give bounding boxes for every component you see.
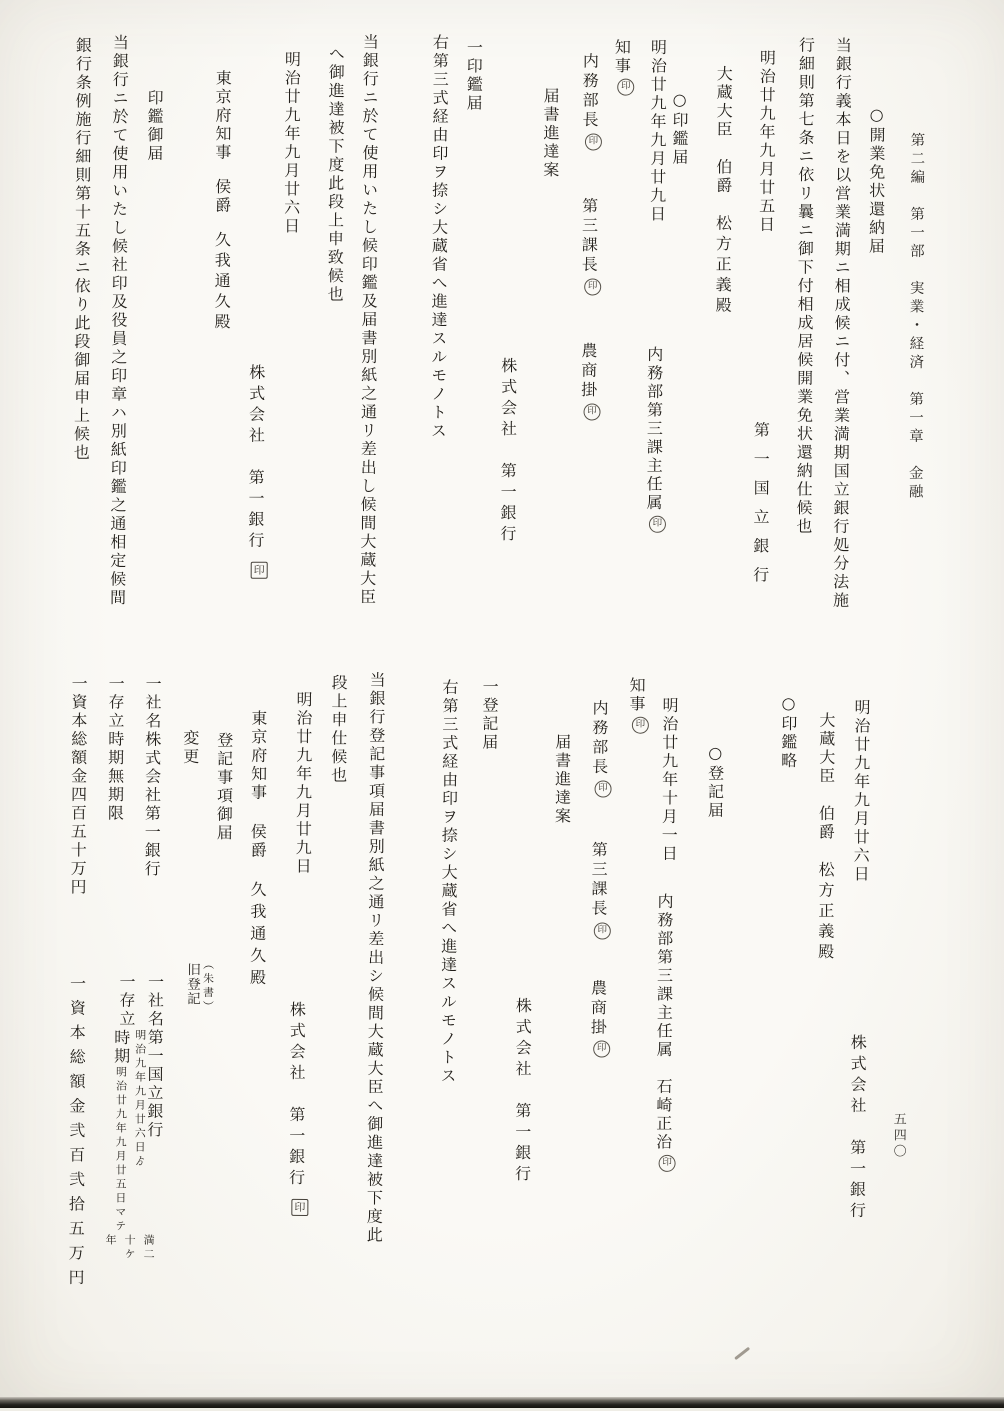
text-run: 印鑑御届 (144, 89, 165, 164)
text-run: 農商掛 (578, 341, 598, 401)
text-run: 明治廿九年九月廿五日 (756, 49, 777, 235)
text-run: 当銀行登記事項届書別紙之通リ差出シ候間大蔵大臣へ御進達被下度此 (364, 671, 387, 1245)
official-seal-line (655, 893, 677, 1174)
text-run: 明治廿九年十月一日 (659, 696, 680, 864)
spacer (825, 786, 826, 805)
text-run: 侯爵 (212, 177, 232, 216)
text-run: 第三課長 (579, 197, 599, 276)
seal-icon: 印 (594, 922, 611, 939)
text-run: 伯爵 (713, 158, 733, 196)
ledger-item (67, 975, 85, 1294)
text-run: 一社名第一国立銀行 (144, 973, 165, 1140)
spacer (598, 800, 599, 842)
text-run: 東京府知事 (248, 709, 268, 803)
text-run: 大蔵大臣 (816, 711, 836, 786)
text-run: 一登記届 (479, 677, 500, 752)
text-run: 銀行条例施行細則第十五条ニ依り此段御届申上候也 (71, 36, 93, 463)
running-head: 第二編 第一部 実業・経済 第一章 金融 (906, 132, 925, 503)
note-column (121, 1234, 137, 1262)
section-heading (778, 693, 799, 771)
section-heading (705, 743, 725, 821)
text-run: 時期 (111, 1028, 131, 1066)
text-run: 第一国立銀行 (750, 421, 771, 596)
spacer (257, 802, 258, 823)
ledger-item (105, 674, 126, 824)
text-run: 行細則第七条ニ依リ曩ニ御下付相成居候開業免状還納仕候也 (793, 36, 816, 537)
official-seal-line (589, 699, 612, 1060)
text-run: 明治廿九年九月廿九日 (647, 38, 668, 224)
spacer (597, 941, 598, 979)
seal-icon: 印 (659, 1155, 676, 1172)
text-run: 明治九年九月廿六日ゟ (133, 1028, 147, 1169)
text-run: 知事 (626, 676, 647, 714)
seal-icon: 印 (649, 515, 666, 532)
text-run: 明治廿九年九月廿六日 (851, 698, 872, 884)
signature-line (847, 1033, 868, 1223)
text-run: 明治廿九年九月廿五日マテ (113, 1065, 128, 1234)
text-run: 当銀行ニ於て使用いたし候社印及役員之印章ハ別紙印鑑之通相定候間 (107, 33, 130, 608)
text-run: 満二 (142, 1233, 156, 1262)
text-run: 内務部長 (589, 699, 610, 778)
text-run: 一資本総額金四百五十万円 (67, 674, 89, 897)
scan-edge-shadow (0, 1397, 1004, 1408)
text-run: 大蔵大臣 (713, 65, 734, 140)
text-run: 右第三式経由印ヲ捺シ大蔵省へ進達スルモノトス (428, 33, 450, 441)
body-line (330, 674, 347, 785)
text-run: 侯爵 (248, 822, 268, 861)
ledger-item (142, 675, 163, 879)
text-run: 内務部長 (580, 52, 600, 131)
date-line (659, 696, 680, 864)
text-run: 松方正義殿 (713, 214, 733, 318)
label-line (182, 729, 198, 766)
inline-note-columns (112, 1028, 148, 1233)
inline-note-columns (102, 1233, 156, 1261)
item-line (479, 677, 500, 752)
date-line (851, 698, 872, 884)
body-line (438, 678, 460, 1086)
body-line (364, 671, 387, 1245)
official-seal-line (628, 677, 649, 736)
seal-icon: 印 (585, 133, 602, 150)
seal-icon: 印 (595, 780, 612, 797)
note-column (112, 1028, 129, 1233)
text-run: へ御進達被下度此段上申致候也 (325, 45, 346, 305)
text-run: 一存立 (116, 972, 137, 1029)
memo-title (552, 733, 572, 826)
text-run: 株式会社 第一銀行 (847, 1033, 868, 1223)
text-run: 一存立時期無期限 (105, 674, 126, 824)
text-run: ○開業免状還納届 (866, 104, 887, 257)
text-run: 届書進達案 (540, 87, 561, 180)
text-run: 登記事項御届 (214, 731, 234, 843)
seal-icon: 印 (584, 278, 601, 295)
addressee-line (247, 709, 268, 991)
spacer (825, 842, 826, 861)
text-run: 当銀行ニ於て使用いたし候印鑑及届書別紙之通リ差出し候間大蔵大臣 (357, 33, 380, 607)
text-run: 一社名株式会社第一銀行 (142, 675, 163, 879)
note-column (140, 1234, 156, 1262)
annotation (202, 958, 213, 1014)
text-run: 株式会社 第一銀行 (497, 356, 518, 547)
text-run: 久我通久殿 (247, 880, 268, 991)
text-run: 農商掛 (588, 979, 608, 1039)
text-run: 明治廿九年九月廿九日 (293, 690, 314, 877)
text-run: 株式会社 第一銀行 (245, 363, 266, 553)
spacer (257, 860, 258, 881)
text-run: 段上申仕候也 (328, 674, 349, 786)
text-run: 一資本総額金弐百弐拾五万円 (65, 974, 87, 1294)
text-run: 久我通久殿 (211, 230, 232, 334)
seal-icon: 印 (251, 562, 268, 579)
seal-icon: 印 (617, 79, 634, 96)
text-run: （朱書） (201, 958, 215, 1015)
seal-icon: 印 (593, 1041, 610, 1058)
seal-icon: 印 (632, 717, 649, 734)
date-line (293, 690, 314, 877)
text-run: ○印鑑略 (778, 693, 799, 771)
text-run: 石崎正治 (653, 1077, 674, 1152)
text-run: 旧登記 (183, 962, 201, 1006)
spacer (295, 1190, 296, 1196)
note-column (102, 1233, 118, 1247)
text-run: 一印鑑届 (464, 38, 484, 113)
text-run: ○印鑑届 (669, 89, 690, 167)
text-run: 知事 (612, 38, 632, 76)
text-run: 株式会社 第一銀行 (286, 1000, 307, 1190)
text-run: 内務部第三課主任属 (644, 345, 664, 513)
text-run: 十ケ (123, 1233, 137, 1262)
text-run: 右第三式経由印ヲ捺シ大蔵省へ進達スルモノトス (438, 678, 460, 1086)
text-run: 東京府知事 (212, 69, 233, 163)
ledger-item (102, 973, 158, 1262)
text-run: ○登記届 (705, 743, 725, 821)
signature-line (287, 1001, 309, 1218)
text-run: 当銀行義本日を以営業満期ニ相成候ニ付、営業満期国立銀行処分法施 (830, 36, 853, 611)
text-run: 松方正義殿 (815, 861, 836, 964)
page-number: 五四〇 (890, 1112, 906, 1161)
text-run: 年 (104, 1233, 118, 1248)
text-run: 第三課長 (588, 841, 609, 920)
text-run: 内務部第三課主任属 (654, 892, 675, 1078)
section-heading (215, 732, 232, 843)
text-run: 株式会社 第一銀行 (512, 997, 533, 1187)
ledger-item (67, 674, 89, 897)
seal-icon: 印 (291, 1199, 308, 1216)
label-line (183, 962, 201, 1006)
signature-line (512, 997, 533, 1187)
text-run: 明治廿九年九月廿六日 (281, 50, 302, 236)
seal-icon: 印 (583, 404, 600, 421)
addressee-line (817, 712, 834, 964)
note-column (131, 1029, 148, 1169)
text-run: 伯爵 (816, 804, 836, 842)
text-run: 変更 (180, 729, 200, 767)
text-run: 届書進達案 (552, 733, 572, 826)
